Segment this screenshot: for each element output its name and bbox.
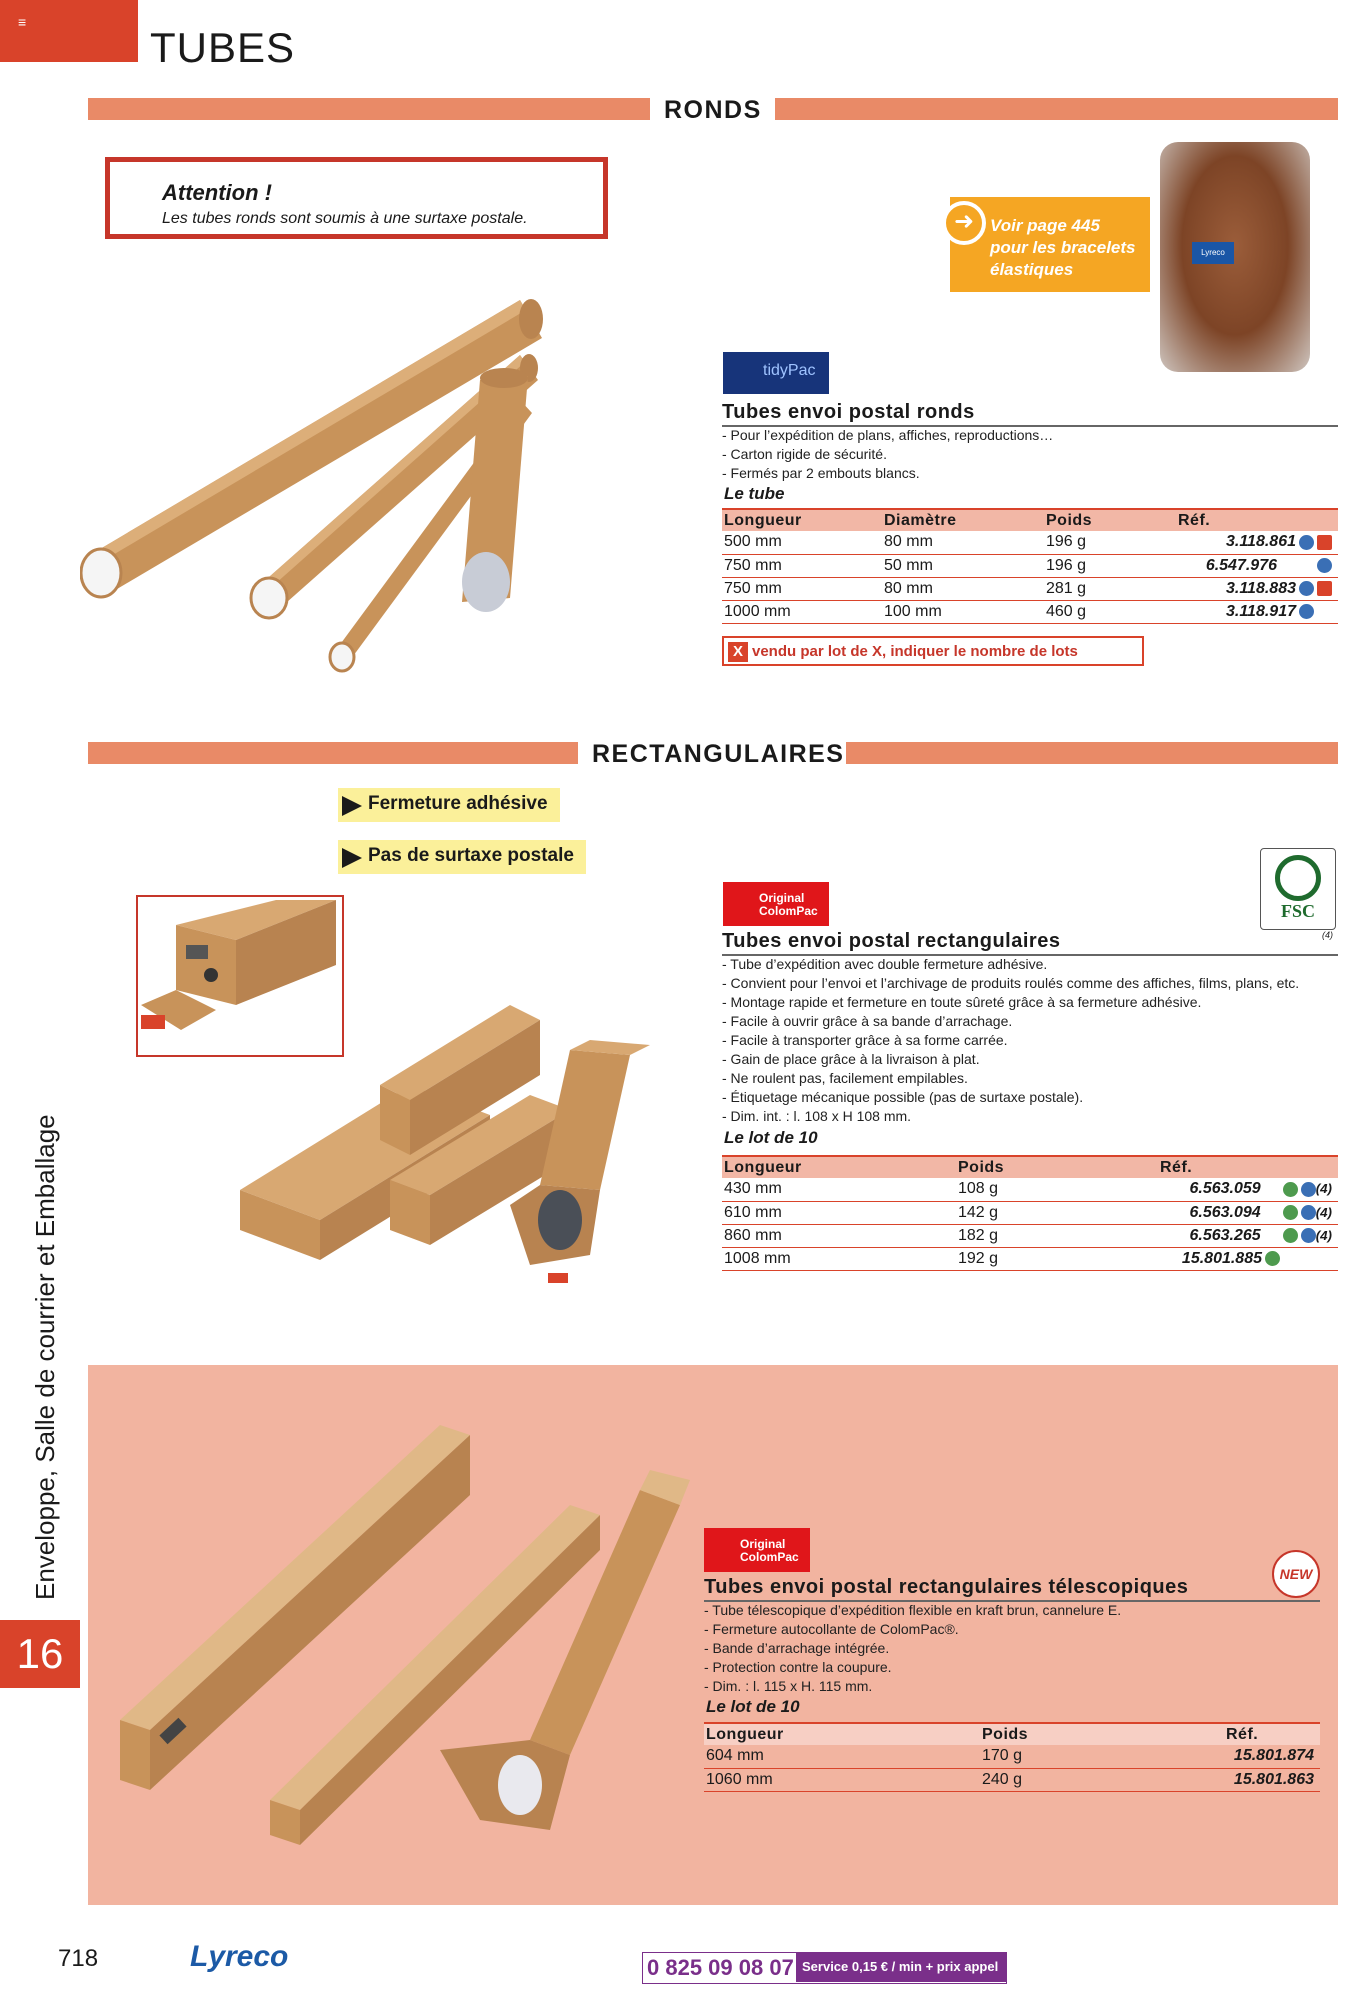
cell: 604 mm [704, 1745, 980, 1768]
ten-badge-icon [1317, 581, 1332, 596]
bullet: - Dim. : l. 115 x H. 115 mm. [704, 1678, 873, 1694]
ref-note: (4) [1315, 1204, 1332, 1220]
colompac-logo: Original ColomPac [704, 1528, 810, 1572]
cell: 196 g [1044, 554, 1176, 577]
ref-cell[interactable]: 6.547.976 [1176, 554, 1338, 577]
page-title: TUBES [150, 24, 296, 71]
col-header: Poids [980, 1723, 1224, 1745]
spec-table-rectangular [722, 1155, 1338, 1271]
bullet: - Montage rapide et fermeture en toute sûreté grâce à sa fermeture adhésive. [722, 994, 1202, 1010]
bullet: - Carton rigide de sécurité. [722, 446, 887, 462]
table-row [722, 1178, 1338, 1201]
fsc-tree-icon [1275, 855, 1321, 901]
ref-cell[interactable]: 6.563.265 (4) [1158, 1224, 1338, 1247]
bullet: - Dim. int. : l. 108 x H 108 mm. [722, 1108, 912, 1124]
chapter-number: 16 [0, 1620, 80, 1688]
menu-icon[interactable]: ≡ [18, 14, 27, 30]
table-row [722, 577, 1338, 600]
cell: 50 mm [882, 554, 1044, 577]
bullet: - Facile à ouvrir grâce à sa bande d’arrachage. [722, 1013, 1013, 1029]
ref-cell[interactable]: 15.801.863 [1224, 1768, 1320, 1791]
tele-box-left [120, 1425, 470, 1790]
product-bullets-round [722, 426, 1053, 483]
ref-note: (4) [1315, 1181, 1332, 1197]
product-title-rectangular: Tubes envoi postal rectangulaires [722, 930, 1338, 956]
table-row [722, 531, 1338, 554]
cell: 108 g [956, 1178, 1158, 1201]
colompac-line-2: ColomPac [740, 1550, 799, 1564]
table-row [704, 1768, 1320, 1791]
table-row [722, 1201, 1338, 1224]
cell: 182 g [956, 1224, 1158, 1247]
service-phone[interactable] [642, 1952, 1007, 1984]
table-header-row [704, 1723, 1320, 1745]
col-header: Réf. [1158, 1156, 1338, 1178]
col-header: Longueur [722, 509, 882, 531]
cell: 1008 mm [722, 1247, 956, 1270]
ref-cell[interactable]: 3.118.883 [1176, 577, 1338, 600]
colompac-line-2: ColomPac [759, 904, 818, 918]
bullet: - Pour l’expédition de plans, affiches, reproductions… [722, 427, 1054, 443]
fsc-logo [1260, 848, 1336, 930]
x-marker: X [728, 642, 748, 662]
section-band-right [846, 742, 1338, 764]
section-title-ronds: RONDS [664, 96, 762, 124]
product-title-telescopic: Tubes envoi postal rectangulaires télescopiques [704, 1576, 1320, 1602]
ref-cell[interactable]: 3.118.917 [1176, 600, 1338, 623]
ref-cell[interactable]: 15.801.885 [1158, 1247, 1338, 1270]
arrow-right-icon: ➜ [942, 201, 986, 245]
col-header: Diamètre [882, 509, 1044, 531]
fsc-label: FSC [1280, 901, 1315, 921]
colompac-logo: Original ColomPac [723, 882, 829, 926]
callout-line-3: élastiques [990, 260, 1074, 279]
cell: 80 mm [882, 531, 1044, 554]
menu-tab[interactable] [0, 0, 138, 62]
unit-label-telescopic: Le lot de 10 [706, 1697, 800, 1716]
bullet: - Facile à transporter grâce à sa forme carrée. [722, 1032, 1008, 1048]
cell: 1060 mm [704, 1768, 980, 1791]
cell: 1000 mm [722, 600, 882, 623]
recycle-badge-icon [1283, 1228, 1298, 1243]
cell: 610 mm [722, 1201, 956, 1224]
new-badge: NEW [1272, 1550, 1320, 1598]
unit-label-rectangular: Le lot de 10 [724, 1128, 818, 1147]
arrow-right-icon [342, 848, 362, 868]
recycle-badge-icon [1283, 1205, 1298, 1220]
attention-text: Les tubes ronds sont soumis à une surtaxe postale. [162, 210, 528, 227]
table-header-row [722, 509, 1338, 531]
product-title-round: Tubes envoi postal ronds [722, 401, 1338, 427]
bullet: - Fermeture autocollante de ColomPac®. [704, 1621, 959, 1637]
bullet: - Tube d’expédition avec double fermeture adhésive. [722, 956, 1048, 972]
table-row [722, 1224, 1338, 1247]
table-row [722, 600, 1338, 623]
recycle-badge-icon [1265, 1251, 1280, 1266]
see-page-callout[interactable] [950, 197, 1150, 292]
tidypac-suffix: Pac [787, 362, 816, 379]
spec-table-round [722, 508, 1338, 624]
cell: 281 g [1044, 577, 1176, 600]
col-header: Poids [1044, 509, 1176, 531]
tag-no-postal-surcharge: Pas de surtaxe postale [338, 840, 586, 874]
bullet: - Bande d’arrachage intégrée. [704, 1640, 890, 1656]
ref-cell[interactable]: 3.118.861 [1176, 531, 1338, 554]
phone-number: 0 825 09 08 07 [647, 1955, 794, 1980]
lyreco-logo: Lyreco [190, 1940, 289, 1973]
table-row [722, 1247, 1338, 1270]
elastic-bands-bag-image [1160, 142, 1310, 372]
section-band-left [88, 742, 578, 764]
bullet: - Protection contre la coupure. [704, 1659, 892, 1675]
callout-line-2: pour les bracelets [990, 238, 1136, 257]
tag-adhesive-closure: Fermeture adhésive [338, 788, 560, 822]
product-bullets-telescopic [704, 1601, 1121, 1696]
globe-badge-icon [1301, 1205, 1316, 1220]
section-band-right [775, 98, 1338, 120]
cell: 750 mm [722, 554, 882, 577]
fsc-note: (4) [1322, 930, 1333, 940]
col-header: Poids [956, 1156, 1158, 1178]
col-header: Longueur [722, 1156, 956, 1178]
globe-badge-icon [1299, 535, 1314, 550]
lot-note [722, 636, 1144, 666]
lot-note-text: vendu par lot de X, indiquer le nombre de lots [752, 643, 1078, 660]
bullet: - Fermés par 2 embouts blancs. [722, 465, 920, 481]
cell: 500 mm [722, 531, 882, 554]
product-bullets-rectangular [722, 955, 1299, 1126]
col-header: Réf. [1224, 1723, 1320, 1745]
cell: 196 g [1044, 531, 1176, 554]
telescopic-tubes-image [110, 1410, 690, 1850]
service-rate: Service 0,15 € / min + prix appel [796, 1953, 1006, 1982]
tidypac-logo: tidyPac [723, 352, 829, 394]
bullet: - Ne roulent pas, facilement empilables. [722, 1070, 968, 1086]
unit-label-round: Le tube [724, 484, 785, 503]
globe-badge-icon [1301, 1228, 1316, 1243]
cell: 240 g [980, 1768, 1224, 1791]
cell: 860 mm [722, 1224, 956, 1247]
globe-badge-icon [1301, 1182, 1316, 1197]
page-number: 718 [58, 1945, 99, 1972]
cell: 80 mm [882, 577, 1044, 600]
cell: 170 g [980, 1745, 1224, 1768]
round-tubes-image [80, 280, 600, 700]
cell: 192 g [956, 1247, 1158, 1270]
cell: 430 mm [722, 1178, 956, 1201]
bag-label: Lyreco [1192, 242, 1234, 264]
recycle-badge-icon [1283, 1182, 1298, 1197]
table-header-row [722, 1156, 1338, 1178]
globe-badge-icon [1299, 604, 1314, 619]
bullet: - Tube télescopique d’expédition flexible en kraft brun, cannelure E. [704, 1602, 1122, 1618]
callout-line-1: Voir page 445 [990, 216, 1100, 235]
ref-cell[interactable]: 15.801.874 [1224, 1745, 1320, 1768]
col-header: Réf. [1176, 509, 1338, 531]
attention-heading: Attention ! [162, 180, 272, 205]
globe-badge-icon [1299, 581, 1314, 596]
cell: 142 g [956, 1201, 1158, 1224]
attention-box [105, 157, 608, 239]
ten-badge-icon [1317, 535, 1332, 550]
ref-cell[interactable]: 6.563.094 (4) [1158, 1201, 1338, 1224]
bullet: - Convient pour l’envoi et l’archivage de produits roulés comme des affiches, films, plans, etc. [722, 975, 1300, 991]
table-row [722, 554, 1338, 577]
section-band-left [88, 98, 650, 120]
bullet: - Gain de place grâce à la livraison à plat. [722, 1051, 980, 1067]
cell: 460 g [1044, 600, 1176, 623]
cell: 100 mm [882, 600, 1044, 623]
rectangular-tubes-image [230, 995, 670, 1305]
table-row [704, 1745, 1320, 1768]
24h-badge-icon [1317, 558, 1332, 573]
section-title-rectangulaires: RECTANGULAIRES [592, 740, 845, 768]
arrow-right-icon [342, 796, 362, 816]
cell: 750 mm [722, 577, 882, 600]
col-header: Longueur [704, 1723, 980, 1745]
bullet: - Étiquetage mécanique possible (pas de surtaxe postale). [722, 1089, 1084, 1105]
spec-table-telescopic [704, 1722, 1320, 1792]
ref-cell[interactable]: 6.563.059 (4) [1158, 1178, 1338, 1201]
ref-note: (4) [1315, 1227, 1332, 1243]
